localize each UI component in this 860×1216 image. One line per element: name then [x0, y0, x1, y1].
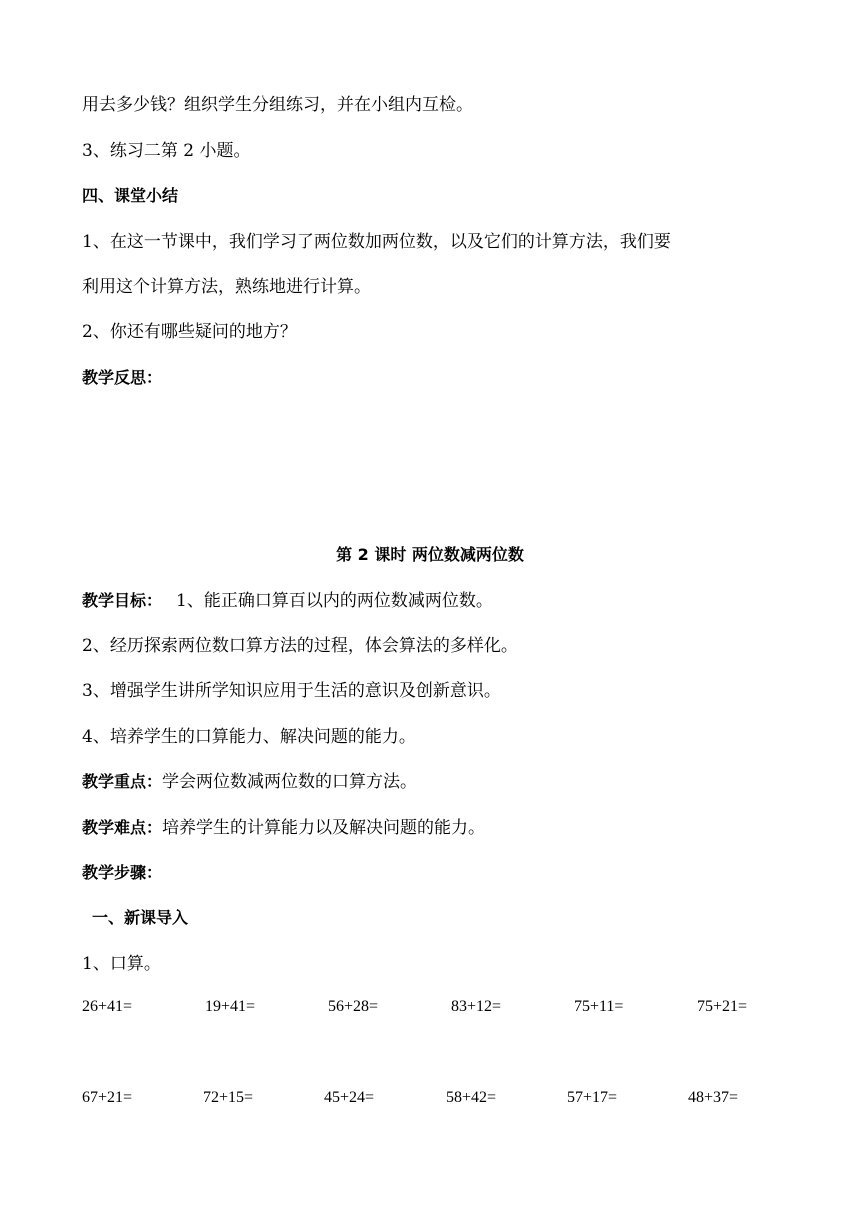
calc-item: 45+24= — [324, 1089, 375, 1106]
calc-item: 75+21= — [697, 998, 748, 1015]
text-line: 2、经历探索两位数口算方法的过程，体会算法的多样化。 — [82, 636, 518, 656]
calc-item: 72+15= — [203, 1089, 254, 1106]
key-text: 学会两位数减两位数的口算方法。 — [162, 772, 418, 792]
key-label: 教学重点： — [82, 772, 163, 791]
calc-item: 57+17= — [567, 1089, 618, 1106]
key-point-line — [82, 771, 417, 793]
calc-item: 83+12= — [451, 998, 502, 1015]
calc-item: 67+21= — [82, 1089, 133, 1106]
text-line: 1、在这一节课中，我们学习了两位数加两位数，以及它们的计算方法，我们要 — [82, 232, 671, 252]
text-line: 4、培养学生的口算能力、解决问题的能力。 — [82, 727, 416, 747]
text-line: 1、口算。 — [82, 954, 161, 974]
goal-text: 1、能正确口算百以内的两位数减两位数。 — [176, 591, 493, 611]
section-heading: 教学步骤： — [82, 863, 163, 882]
section-heading: 四、课堂小结 — [82, 186, 179, 205]
text-line: 利用这个计算方法，熟练地进行计算。 — [82, 277, 371, 297]
text-line: 3、增强学生讲所学知识应用于生活的意识及创新意识。 — [82, 681, 501, 701]
calc-item: 48+37= — [688, 1089, 739, 1106]
goal-label: 教学目标： — [82, 591, 163, 610]
calc-item: 19+41= — [205, 998, 256, 1015]
lesson-title: 第 2 课时 两位数减两位数 — [336, 545, 524, 564]
section-heading: 教学反思： — [82, 368, 163, 387]
difficulty-text: 培养学生的计算能力以及解决问题的能力。 — [162, 818, 486, 838]
section-heading: 一、新课导入 — [92, 908, 189, 927]
calc-item: 26+41= — [82, 998, 133, 1015]
difficulty-label: 教学难点： — [82, 818, 163, 837]
text-line: 2、你还有哪些疑问的地方？ — [82, 322, 297, 342]
calc-item: 56+28= — [328, 998, 379, 1015]
difficulty-line — [82, 817, 485, 839]
text-line: 用去多少钱？组织学生分组练习，并在小组内互检。 — [82, 95, 473, 115]
text-line: 3、练习二第 2 小题。 — [82, 141, 251, 161]
calc-item: 58+42= — [446, 1089, 497, 1106]
calc-item: 75+11= — [574, 998, 624, 1015]
goal-line — [82, 590, 493, 612]
